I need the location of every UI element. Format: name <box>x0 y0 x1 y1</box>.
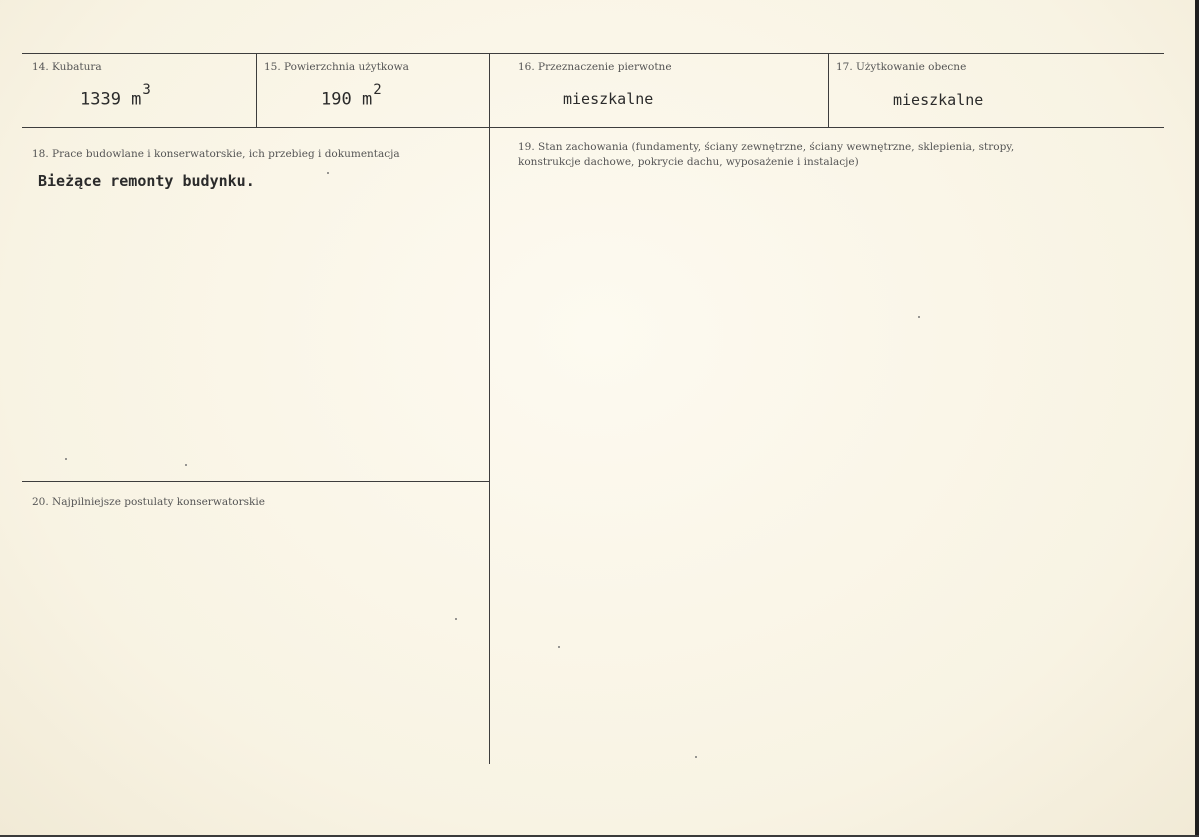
field-14-label: 14. Kubatura <box>32 61 102 73</box>
paper-speck <box>918 316 920 318</box>
field-16-label: 16. Przeznaczenie pierwotne <box>518 61 672 73</box>
paper-speck <box>558 646 560 648</box>
paper-speck <box>185 464 187 466</box>
field-14-value-text: 1339 m <box>80 89 142 110</box>
field-16-value: mieszkalne <box>563 90 654 108</box>
main-column-divider <box>489 54 490 764</box>
divider-16-17 <box>828 54 829 127</box>
divider-14-15 <box>256 54 257 127</box>
row1-bottom-rule <box>22 127 1164 128</box>
field-14-value <box>80 82 151 110</box>
field-17-value: mieszkalne <box>893 91 984 109</box>
paper-speck <box>455 618 457 620</box>
top-rule <box>22 53 1164 54</box>
field-18-label: 18. Prace budowlane i konserwatorskie, ich przebieg i dokumentacja <box>32 148 400 160</box>
field-15-label: 15. Powierzchnia użytkowa <box>264 61 409 73</box>
field-14-unit-exponent: 3 <box>142 82 151 98</box>
field-15-value <box>321 82 382 110</box>
paper-speck <box>327 172 329 174</box>
field-15-value-text: 190 m <box>321 89 373 110</box>
scan-edge-right <box>1195 0 1199 837</box>
field-19-label-line2: konstrukcje dachowe, pokrycie dachu, wyposażenie i instalacje) <box>518 156 859 168</box>
field-18-value: Bieżące remonty budynku. <box>38 172 255 190</box>
field-17-label: 17. Użytkowanie obecne <box>836 61 967 73</box>
field-19-label-line1: 19. Stan zachowania (fundamenty, ściany zewnętrzne, ściany wewnętrzne, sklepienia, stropy, <box>518 141 1015 153</box>
field-20-label: 20. Najpilniejsze postulaty konserwatorskie <box>32 496 265 508</box>
field-15-unit-exponent: 2 <box>373 82 382 98</box>
paper-speck <box>695 756 697 758</box>
paper-speck <box>65 458 67 460</box>
section20-top-rule <box>22 481 489 482</box>
